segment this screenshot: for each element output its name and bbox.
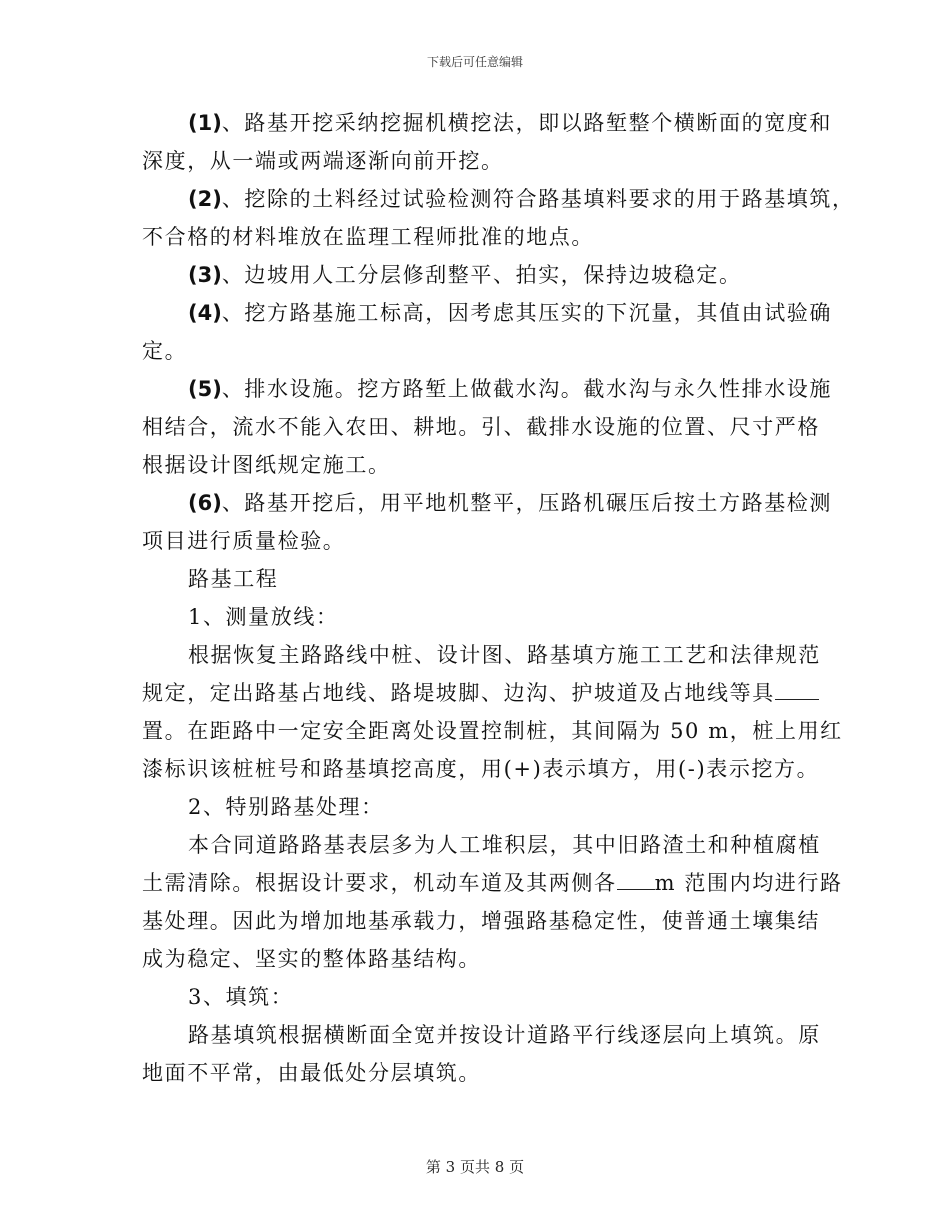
line-text: 、挖除的土料经过试验检测符合路基填料要求的用于路基填筑， [221, 187, 855, 211]
section-heading: 路基工程 [188, 567, 279, 591]
line-text: 规定，定出路基占地线、路堤坡脚、边沟、护坡道及占地线等具 [142, 681, 775, 705]
paragraph-line [188, 108, 832, 138]
paragraph-line [142, 868, 843, 898]
paragraph-line: 根据恢复主路路线中桩、设计图、路基填方施工工艺和法律规范 [188, 643, 821, 667]
paragraph-line: 基处理。因此为增加地基承载力，增强路基稳定性，使普通土壤集结 [142, 909, 820, 933]
paragraph-line [188, 184, 855, 214]
line-text: m 范围内均进行路 [654, 871, 843, 895]
paragraph-line: 置。在距路中一定安全距离处设置控制桩，其间隔为 50 m，桩上用红 [142, 719, 843, 743]
item-number: (2) [188, 187, 222, 211]
paragraph-line: 项目进行质量检验。 [142, 529, 346, 553]
paragraph-line: 定。 [142, 339, 188, 363]
subsection-heading: 3、填筑： [188, 985, 294, 1009]
paragraph-line: 根据设计图纸规定施工。 [142, 453, 391, 477]
paragraph-line: 本合同道路路基表层多为人工堆积层，其中旧路渣土和种植腐植 [188, 833, 821, 857]
paragraph-line: 路基填筑根据横断面全宽并按设计道路平行线逐层向上填筑。原 [188, 1023, 821, 1047]
line-text: 土需清除。根据设计要求，机动车道及其两侧各 [142, 871, 617, 895]
item-number: (4) [188, 301, 222, 325]
fill-in-blank [617, 869, 655, 890]
paragraph-line: 深度，从一端或两端逐渐向前开挖。 [142, 149, 504, 173]
paragraph-line: 不合格的材料堆放在监理工程师批准的地点。 [142, 225, 594, 249]
paragraph-line [188, 298, 832, 328]
line-text: 、挖方路基施工标高，因考虑其压实的下沉量，其值由试验确 [221, 301, 833, 325]
paragraph-line [188, 374, 832, 404]
paragraph-line: 地面不平常，由最低处分层填筑。 [142, 1061, 481, 1085]
line-text: 、路基开挖采纳挖掘机横挖法，即以路堑整个横断面的宽度和 [221, 111, 833, 135]
paragraph-line [188, 488, 832, 518]
paragraph-line [188, 260, 742, 290]
line-text: 、路基开挖后，用平地机整平，压路机碾压后按土方路基检测 [221, 491, 833, 515]
subsection-heading: 1、测量放线： [188, 605, 339, 629]
paragraph-line: 成为稳定、坚实的整体路基结构。 [142, 947, 481, 971]
subsection-heading: 2、特别路基处理： [188, 795, 384, 819]
page-footer: 第 3 页共 8 页 [425, 1158, 525, 1176]
paragraph-line: 漆标识该桩桩号和路基填挖高度，用(+)表示填方，用(-)表示挖方。 [142, 757, 820, 781]
item-number: (3) [188, 263, 222, 287]
item-number: (5) [188, 377, 222, 401]
item-number: (6) [188, 491, 222, 515]
page-header: 下载后可任意编辑 [426, 55, 523, 69]
line-text: 、边坡用人工分层修刮整平、拍实，保持边坡稳定。 [221, 263, 742, 287]
fill-in-blank [775, 679, 819, 700]
paragraph-line: 相结合，流水不能入农田、耕地。引、截排水设施的位置、尺寸严格 [142, 415, 820, 439]
item-number: (1) [188, 111, 222, 135]
line-text: 、排水设施。挖方路堑上做截水沟。截水沟与永久性排水设施 [221, 377, 833, 401]
paragraph-line [142, 678, 819, 708]
